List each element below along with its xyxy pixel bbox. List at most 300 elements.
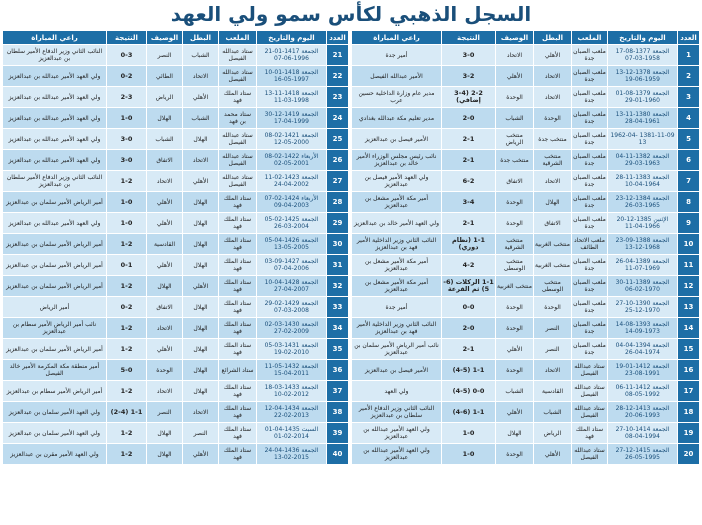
cell-champion: الهلال [183,339,219,360]
cell-runner-up: الشباب [496,381,534,402]
header-num: العدد [327,31,349,45]
header-date: اليوم والتاريخ [257,31,327,45]
cell-patron: ولي العهد الأمير عبدالله بن عبدالعزيز [352,444,442,465]
cell-champion: النصر [534,339,572,360]
cell-date: الجمعة 1436-04-24 2015-02-13 [257,444,327,465]
cell-patron: مدير عام وزارة الداخلية حسين عرب [352,87,442,108]
cell-date: الجمعة 1415-12-27 1995-05-26 [608,444,678,465]
cell-venue: ستاد الملك فهد [219,276,257,297]
cell-date: الجمعة 1418-01-10 1997-05-16 [257,66,327,87]
cell-venue: ستاد الملك فهد [219,255,257,276]
cell-num: 4 [678,108,700,129]
table-row [3,318,349,339]
cell-date: الأربعاء 1424-02-07 2003-04-09 [257,192,327,213]
page-title: السجل الذهبي لكأس سمو ولي العهد [170,2,532,26]
cell-num: 19 [678,423,700,444]
cell-venue: ستاد الملك فهد [219,297,257,318]
cell-num: 38 [327,402,349,423]
cell-champion: الأهلي [534,444,572,465]
cell-champion: منتخب جدة [534,129,572,150]
cell-venue: ستاد عبدالله الفيصل [572,402,608,423]
cell-num: 21 [327,45,349,66]
cell-champion: الهلال [183,192,219,213]
cell-patron: النائب الثاني وزير الداخلية الأمير فهد بن عبدالعزيز [352,234,442,255]
cell-date: الجمعة 1382-11-04 1963-03-29 [608,150,678,171]
cell-num: 2 [678,66,700,87]
cell-champion: الاتحاد [183,402,219,423]
cell-date: الجمعة 1390-10-27 1970-12-25 [608,297,678,318]
cell-date: الجمعة 1421-02-08 2000-05-12 [257,129,327,150]
cell-date: الجمعة 1393-08-14 1973-09-14 [608,318,678,339]
cell-result: 2-0 [442,108,496,129]
cell-num: 6 [678,150,700,171]
cell-champion: الهلال [183,213,219,234]
table-header-row [352,31,700,45]
cell-venue: ستاد الملك فهد [219,192,257,213]
header-date: اليوم والتاريخ [608,31,678,45]
cell-patron: ولي العهد الأمير عبدالله بن عبدالعزيز [3,150,107,171]
cell-result: 1-2 [107,339,147,360]
cell-patron: ولي العهد الأمير عبدالله بن عبدالعزيز [3,213,107,234]
records-table-right [351,30,700,465]
cell-runner-up: الهلال [496,423,534,444]
cell-champion: الهلال [183,234,219,255]
cell-champion: الهلال [183,360,219,381]
cell-patron: أمير جدة [352,45,442,66]
cell-num: 27 [327,171,349,192]
cell-champion: الاتحاد [534,171,572,192]
cell-date: الجمعة 1412-01-19 1991-08-23 [608,360,678,381]
cell-venue: ملعب الصبان جدة [572,87,608,108]
table-row [352,129,700,150]
table-row [352,276,700,297]
cell-num: 25 [327,129,349,150]
records-body-left [3,45,349,465]
cell-date: الجمعة 1426-04-05 2005-05-13 [257,234,327,255]
cell-result: 1-0 [107,192,147,213]
cell-venue: ملعب الصبان جدة [572,108,608,129]
cell-num: 5 [678,129,700,150]
cell-champion: القادسية [534,381,572,402]
header-champion: البطل [183,31,219,45]
cell-num: 15 [678,339,700,360]
cell-date: الجمعة 1378-12-13 1959-06-19 [608,66,678,87]
cell-venue: ملعب الصبان جدة [572,192,608,213]
cell-result: 0-0 (4-5) [442,381,496,402]
cell-venue: ستاد عبدالله الفيصل [219,150,257,171]
cell-runner-up: الاتفاق [496,171,534,192]
table-row [3,339,349,360]
cell-result: 1-0 [107,213,147,234]
cell-runner-up: الوحدة [496,192,534,213]
cell-patron: النائب الثاني وزير الدفاع الأمير سلطان بن عبدالعزيز [3,45,107,66]
cell-venue: ملعب الصبان جدة [572,339,608,360]
cell-date: الجمعة 1417-01-21 1996-06-07 [257,45,327,66]
cell-num: 14 [678,318,700,339]
cell-venue: ستاد عبدالله الفيصل [219,171,257,192]
table-row [352,444,700,465]
header-champion: البطل [534,31,572,45]
cell-runner-up: الوحدة [496,318,534,339]
cell-num: 31 [327,255,349,276]
cell-result: 1-2 [107,423,147,444]
cell-runner-up: الوحدة [496,444,534,465]
cell-num: 22 [327,66,349,87]
cell-patron: أمير الرياض الأمير سطام بن عبدالعزيز [3,381,107,402]
cell-result: 2-1 [442,129,496,150]
table-row [352,192,700,213]
cell-result: 2-1 [442,339,496,360]
cell-venue: ستاد الملك فهد [219,318,257,339]
cell-date: الجمعة 1389-04-26 1969-07-11 [608,255,678,276]
cell-venue: ستاد عبدالله الفيصل [219,66,257,87]
cell-runner-up: منتخب جدة [496,150,534,171]
cell-venue: ملعب الصبان جدة [572,66,608,87]
cell-num: 16 [678,360,700,381]
cell-champion: الأهلي [534,45,572,66]
cell-result: 3-0 [442,45,496,66]
cell-venue: ستاد الملك فهد [219,87,257,108]
table-row [352,255,700,276]
table-row [3,444,349,465]
table-row [3,423,349,444]
header-patron: راعي المباراة [3,31,107,45]
cell-result: 1-1 الركلات (6-5) ثم القرعة [442,276,496,297]
table-row [3,255,349,276]
cell-champion: الأهلي [183,171,219,192]
cell-num: 34 [327,318,349,339]
cell-result: 1-1 (2-4) [107,402,147,423]
cell-date: الجمعة 1432-05-11 2011-04-15 [257,360,327,381]
cell-runner-up: منتخب الغربية [496,276,534,297]
cell-num: 33 [327,297,349,318]
cell-venue: ستاد الملك فهد [219,444,257,465]
cell-runner-up: الأهلي [147,339,183,360]
cell-venue: ستاد الملك فهد [572,423,608,444]
cell-champion: الهلال [183,318,219,339]
cell-champion: الشباب [183,108,219,129]
table-row [352,360,700,381]
cell-num: 23 [327,87,349,108]
cell-venue: ملعب الصبان جدة [572,276,608,297]
cell-champion: الهلال [183,297,219,318]
cell-num: 18 [678,402,700,423]
header-runner-up: الوصيف [496,31,534,45]
cell-patron: أمير جدة [352,297,442,318]
cell-patron: النائب الثاني وزير الدفاع الأمير سلطان بن عبدالعزيز [352,402,442,423]
cell-num: 24 [327,108,349,129]
cell-result: 1-2 [107,444,147,465]
cell-result: 0-2 [107,66,147,87]
cell-result: 3-0 [107,150,147,171]
cell-date: الجمعة 1425-02-05 2004-03-26 [257,213,327,234]
cell-patron: ولي العهد الأمير سلمان بن عبدالعزيز [3,402,107,423]
cell-date: الإثنين 1385-12-20 1966-04-11 [608,213,678,234]
table-header-row [3,31,349,45]
cell-venue: ستاد الملك فهد [219,234,257,255]
cell-date: الجمعة 1428-04-10 2007-04-27 [257,276,327,297]
cell-runner-up: الرياض [147,87,183,108]
cell-runner-up: الأهلي [147,255,183,276]
cell-num: 1 [678,45,700,66]
cell-champion: الأهلي [183,276,219,297]
cell-runner-up: الهلال [147,444,183,465]
cell-runner-up: منتخب الوسطى [496,255,534,276]
cell-champion: الوحدة [534,108,572,129]
cell-num: 40 [327,444,349,465]
cell-num: 13 [678,297,700,318]
header-venue: الملعب [572,31,608,45]
cell-runner-up: الهلال [147,108,183,129]
cell-runner-up: الوحدة [147,360,183,381]
cell-venue: ستاد الشرائع [219,360,257,381]
cell-venue: ملعب الصبان جدة [572,297,608,318]
cell-patron: النائب الثاني وزير الدفاع الأمير سلطان بن عبدالعزيز [3,171,107,192]
cell-champion: الرياض [534,423,572,444]
table-row [352,171,700,192]
cell-date: الجمعة 1394-04-04 1974-04-26 [608,339,678,360]
cell-venue: ستاد الملك فهد [219,339,257,360]
cell-runner-up: الاتحاد [147,318,183,339]
table-row [3,192,349,213]
cell-date: الجمعة 1380-11-13 1961-04-28 [608,108,678,129]
cell-result: 2-1 [442,150,496,171]
table-row [3,360,349,381]
cell-patron: ولي العهد الأمير عبدالله بن عبدالعزيز [3,66,107,87]
table-row [352,150,700,171]
cell-patron: مدير تعليم مكة عبدالله بغدادي [352,108,442,129]
table-row [3,150,349,171]
cell-result: 3-4 [442,192,496,213]
cell-patron: ولي العهد [352,381,442,402]
cell-num: 39 [327,423,349,444]
cell-num: 30 [327,234,349,255]
cell-patron: الأمير عبدالله الفيصل [352,66,442,87]
cell-champion: الوحدة [534,297,572,318]
table-row [3,108,349,129]
header-runner-up: الوصيف [147,31,183,45]
cell-venue: ستاد الملك فهد [219,402,257,423]
cell-runner-up: الاتحاد [496,45,534,66]
cell-runner-up: منتخب الشرقية [496,234,534,255]
cell-patron: ولي العهد الأمير عبدالله بن عبدالعزيز [3,87,107,108]
cell-date: الجمعة 1423-02-11 2002-04-24 [257,171,327,192]
cell-runner-up: الأهلي [496,66,534,87]
cell-champion: منتخب الغربية [534,234,572,255]
cell-patron: ولي العهد الأمير عبدالله بن عبدالعزيز [3,108,107,129]
cell-patron: نائب أمير الرياض الأمير سطام بن عبدالعزيز [3,318,107,339]
table-row [3,171,349,192]
table-row [352,87,700,108]
cell-result: 2-0 [442,318,496,339]
cell-champion: الشباب [534,402,572,423]
cell-date: 1381-11-09 1962-04-13 [608,129,678,150]
cell-champion: الأهلي [183,87,219,108]
cell-patron: ولي العهد الأمير خالد بن عبدالعزيز [352,213,442,234]
cell-date: السبت 1435-04-01 2014-02-01 [257,423,327,444]
cell-champion: منتخب الشرقية [534,150,572,171]
cell-runner-up: الطائي [147,66,183,87]
cell-patron: نائب أمير الرياض الأمير سلمان بن عبدالعزيز [352,339,442,360]
cell-num: 17 [678,381,700,402]
cell-champion: الاتحاد [534,66,572,87]
records-body-right [352,45,700,465]
cell-runner-up: منتخب الرياض [496,129,534,150]
cell-runner-up: الأهلي [147,213,183,234]
cell-num: 28 [327,192,349,213]
cell-champion: الاتحاد [534,360,572,381]
cell-date: الجمعة 1377-08-17 1958-03-07 [608,45,678,66]
cell-venue: ملعب الصبان جدة [572,213,608,234]
cell-venue: ستاد عبدالله الفيصل [219,129,257,150]
cell-date: الجمعة 1412-11-06 1992-05-08 [608,381,678,402]
cell-result: 1-1 (4-6) [442,402,496,423]
cell-date: الجمعة 1431-03-05 2010-02-19 [257,339,327,360]
cell-patron: ولي العهد الأمير عبدالله بن عبدالعزيز [352,423,442,444]
table-row [3,87,349,108]
cell-venue: ستاد عبدالله الفيصل [572,360,608,381]
cell-runner-up: الوحدة [496,87,534,108]
cell-result: 1-2 [107,318,147,339]
cell-runner-up: الوحدة [496,360,534,381]
cell-champion: الاتحاد [183,150,219,171]
cell-runner-up: الاتحاد [147,171,183,192]
cell-date: الجمعة 1414-10-27 1994-04-08 [608,423,678,444]
cell-date: الجمعة 1433-03-18 2012-02-10 [257,381,327,402]
table-row [352,297,700,318]
table-row [352,213,700,234]
table-row [3,297,349,318]
cell-result: 1-1 (4-5) [442,360,496,381]
cell-date: الأربعاء 1422-02-08 2001-05-02 [257,150,327,171]
cell-result: 1-2 [107,171,147,192]
cell-venue: ملعب الصبان جدة [572,129,608,150]
cell-num: 26 [327,150,349,171]
cell-patron: ولي العهد الأمير فيصل بن عبدالعزيز [352,171,442,192]
cell-venue: ستاد عبدالله الفيصل [572,444,608,465]
cell-runner-up: الاتفاق [147,297,183,318]
header-result: النتيجة [107,31,147,45]
table-row [352,45,700,66]
cell-num: 32 [327,276,349,297]
cell-patron: أمير الرياض الأمير سلمان بن عبدالعزيز [3,255,107,276]
cell-venue: ملعب الاتحاد الطائف [572,234,608,255]
table-row [3,66,349,87]
cell-runner-up: الاتحاد [147,381,183,402]
cell-runner-up: النصر [147,45,183,66]
cell-champion: النصر [534,318,572,339]
cell-result: 2-3 [107,87,147,108]
cell-runner-up: الاتفاق [147,150,183,171]
cell-date: الجمعة 1427-09-03 2006-04-07 [257,255,327,276]
cell-date: الجمعة 1389-11-30 1970-02-06 [608,276,678,297]
cell-runner-up: الهلال [147,423,183,444]
cell-result: 1-2 [107,381,147,402]
table-row [3,402,349,423]
cell-num: 20 [678,444,700,465]
cell-runner-up: الأهلي [147,192,183,213]
cell-result: 1-0 [107,108,147,129]
cell-runner-up: الهلال [147,276,183,297]
table-row [3,213,349,234]
cell-champion: منتخب الغربية [534,255,572,276]
cell-patron: أمير مكة الأمير مشعل بن عبدالعزيز [352,192,442,213]
cell-runner-up: الأهلي [496,339,534,360]
cell-patron: أمير مكة الأمير مشعل بن عبدالعزيز [352,255,442,276]
cell-venue: ملعب الصبان جدة [572,255,608,276]
cell-runner-up: الشباب [496,108,534,129]
header-result: النتيجة [442,31,496,45]
cell-runner-up: الأهلي [496,402,534,423]
cell-patron: النائب الثاني وزير الداخلية الأمير فهد بن عبدالعزيز [352,318,442,339]
cell-patron: ولي العهد الأمير سلمان بن عبدالعزيز [3,423,107,444]
cell-num: 36 [327,360,349,381]
cell-num: 29 [327,213,349,234]
table-row [352,381,700,402]
cell-patron: نائب رئيس مجلس الوزراء الأمير خالد بن عبدالعزيز [352,150,442,171]
cell-venue: ملعب الصبان جدة [572,45,608,66]
header-venue: الملعب [219,31,257,45]
cell-patron: أمير الرياض الأمير سلمان بن عبدالعزيز [3,276,107,297]
cell-patron: الأمير فيصل بن عبدالعزيز [352,129,442,150]
cell-result: 3-0 [107,129,147,150]
table-row [352,234,700,255]
cell-patron: أمير الرياض الأمير سلمان بن عبدالعزيز [3,234,107,255]
cell-result: 0-2 [107,297,147,318]
cell-venue: ستاد الملك فهد [219,213,257,234]
cell-runner-up: النصر [147,402,183,423]
cell-runner-up: القادسية [147,234,183,255]
cell-patron: أمير مكة الأمير مشعل بن عبدالعزيز [352,276,442,297]
header-patron: راعي المباراة [352,31,442,45]
cell-result: 0-1 [107,255,147,276]
cell-num: 7 [678,171,700,192]
table-row [352,339,700,360]
table-row [352,108,700,129]
cell-result: 1-1 (نظام دوري) [442,234,496,255]
cell-date: الجمعة 1419-12-30 1999-04-17 [257,108,327,129]
cell-result: 5-0 [107,360,147,381]
cell-venue: ستاد عبدالله الفيصل [572,381,608,402]
cell-num: 37 [327,381,349,402]
cell-champion: الهلال [183,381,219,402]
table-row [352,402,700,423]
cell-patron: أمير الرياض [3,297,107,318]
records-table-left [2,30,349,465]
cell-result: 1-0 [442,444,496,465]
cell-num: 11 [678,255,700,276]
cell-venue: ستاد الملك فهد [219,381,257,402]
cell-champion: الاتحاد [183,66,219,87]
cell-patron: أمير منطقة مكة المكرمة الأمير خالد الفيصل [3,360,107,381]
cell-champion: الأهلي [183,444,219,465]
cell-result: 0-3 [107,45,147,66]
cell-result: 4-2 [442,255,496,276]
cell-champion: الاتفاق [534,213,572,234]
cell-num: 9 [678,213,700,234]
cell-result: 2-1 [442,213,496,234]
cell-champion: النصر [183,423,219,444]
cell-date: الجمعة 1429-02-29 2008-03-07 [257,297,327,318]
cell-patron: ولي العهد الأمير مقرن بن عبدالعزيز [3,444,107,465]
cell-runner-up: الشباب [147,129,183,150]
cell-venue: ملعب الصبان جدة [572,150,608,171]
cell-num: 35 [327,339,349,360]
header-num: العدد [678,31,700,45]
table-row [352,318,700,339]
cell-patron: ولي العهد الأمير عبدالله بن عبدالعزيز [3,129,107,150]
table-row [352,66,700,87]
